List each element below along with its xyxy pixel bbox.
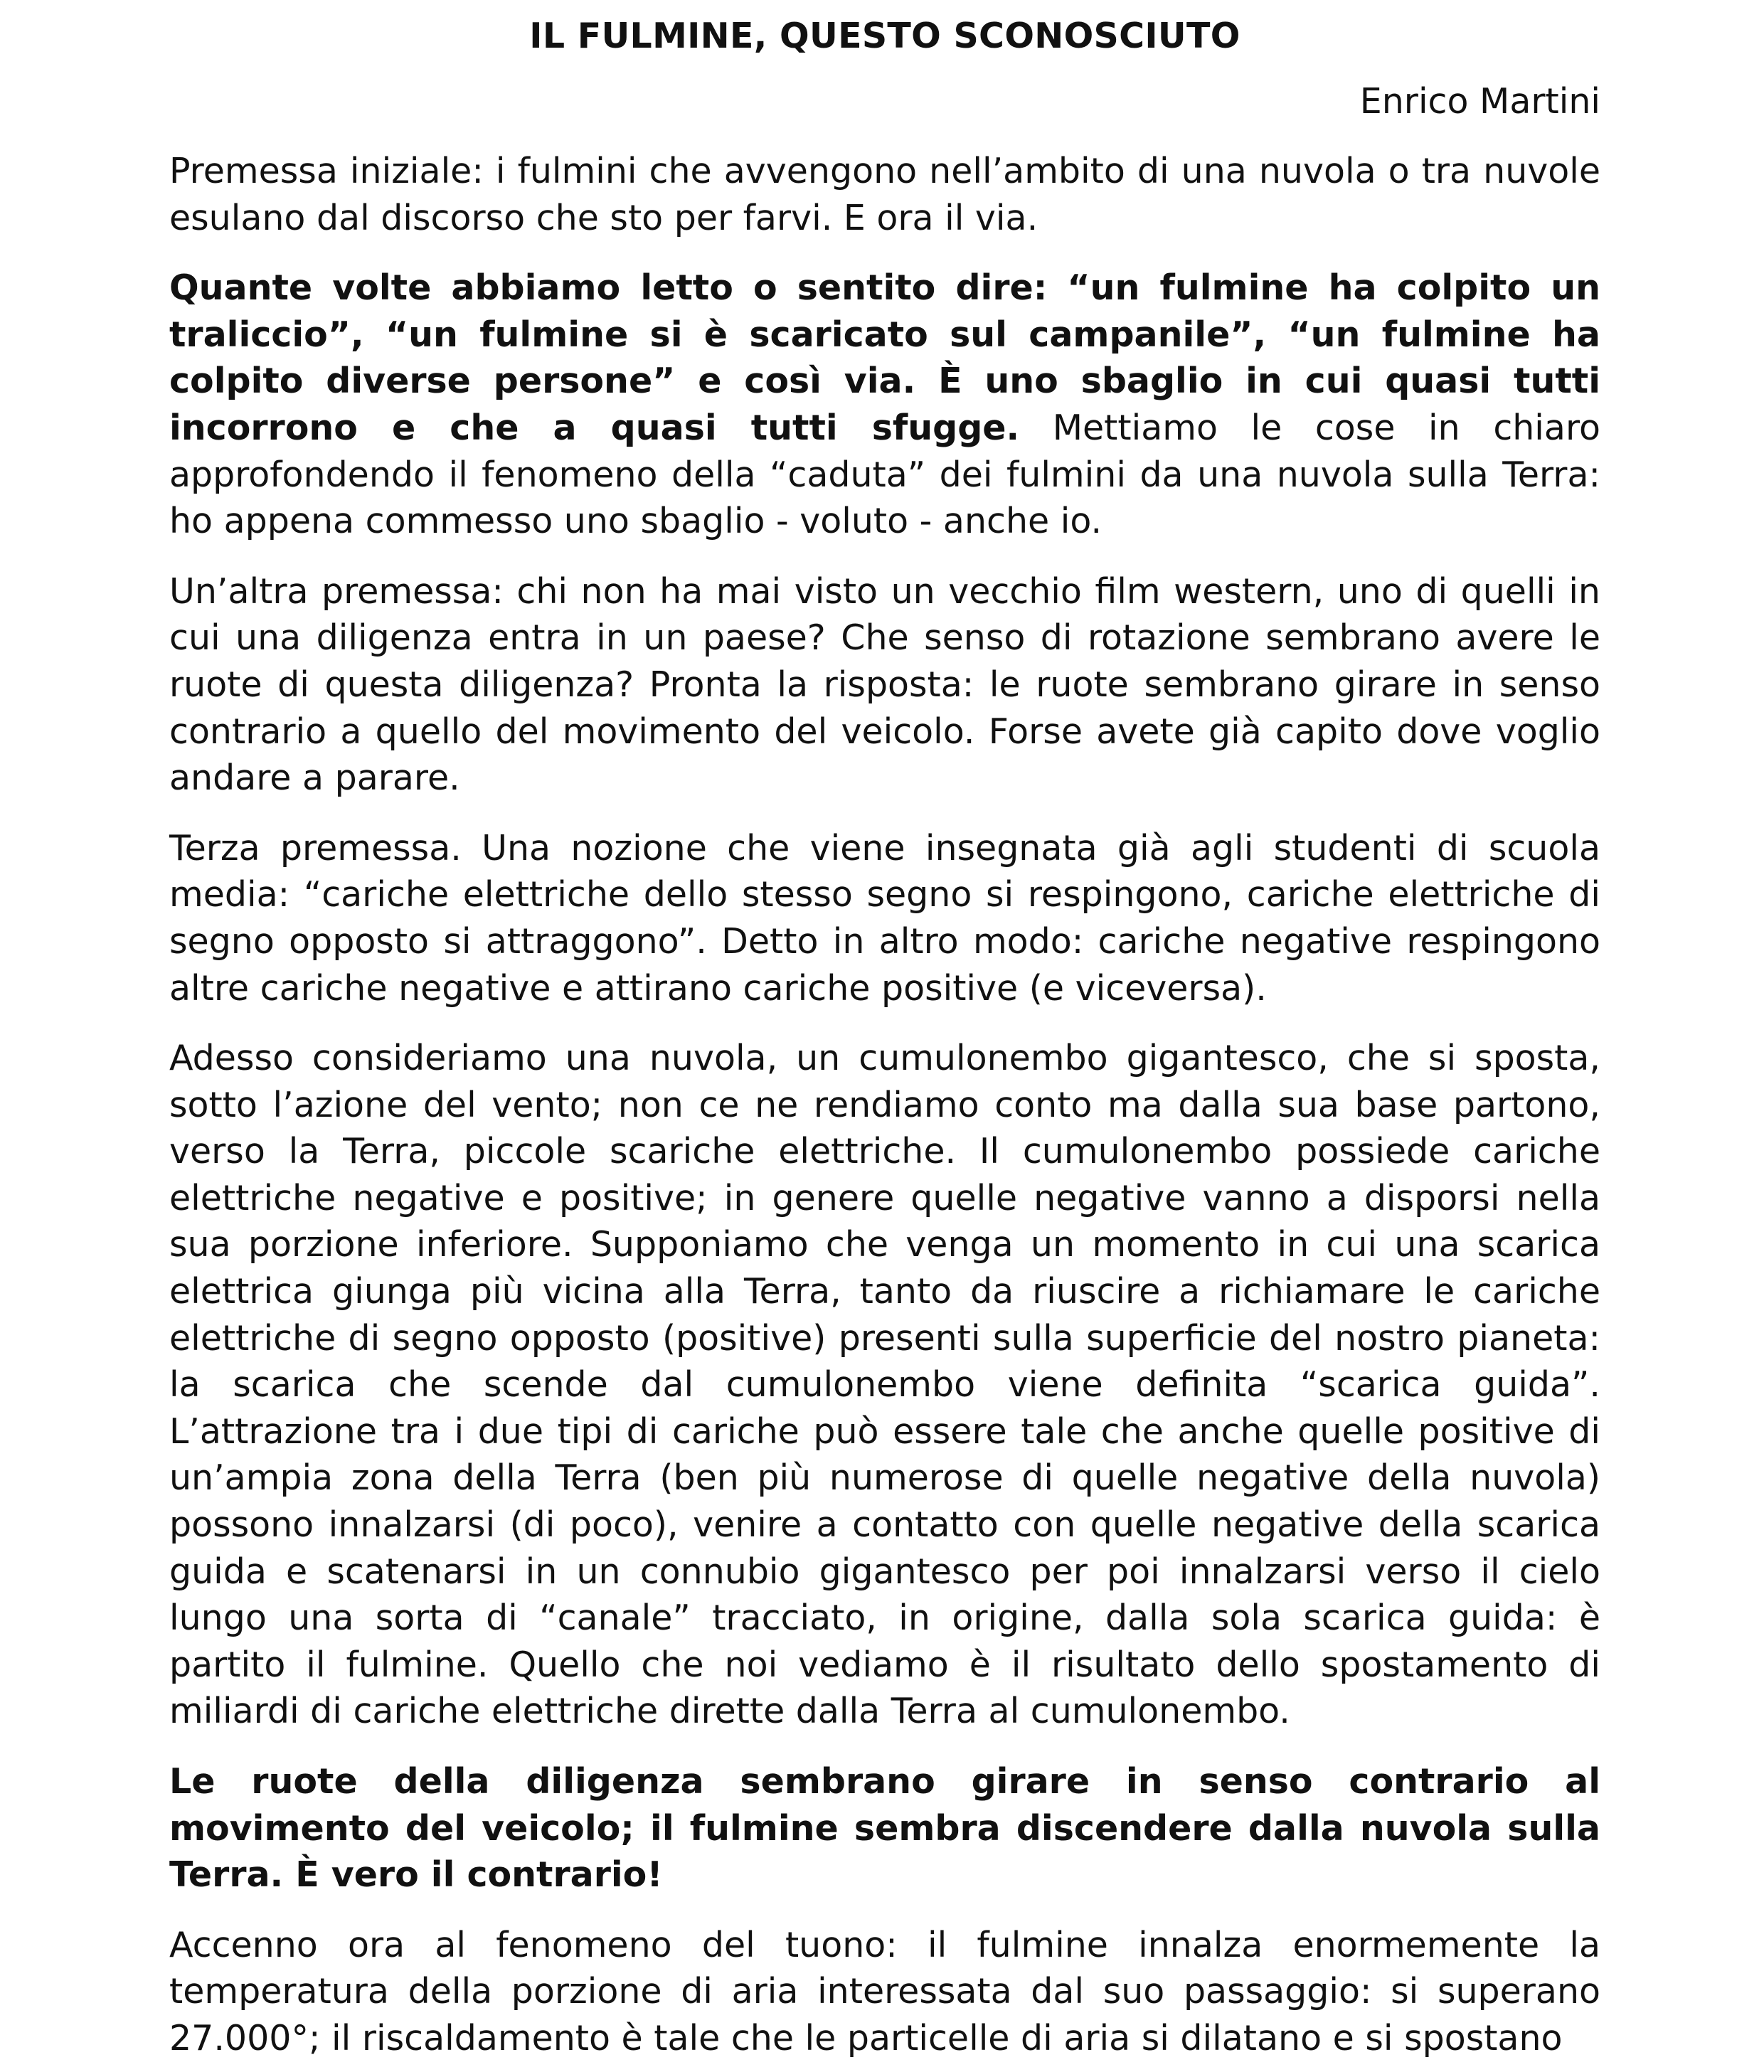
document-page [169,0,1600,2062]
paragraph-mistake-bold: Quante volte abbiamo letto o sentito dire: “un fulmine ha colpito un traliccio”, “un fulmine si è scaricato sul campanile”, “un fulmine ha colpito diverse persone” e così via. È uno sbaglio in cui quasi tutti incorrono e che a quasi tutti sfugge. [169,267,1600,448]
paragraph-thunder: Accenno ora al fenomeno del tuono: il fulmine innalza enormemente la temperatura della porzione di aria interessata dal suo passaggio: si superano 27.000°; il riscaldamento è tale che le particelle di aria si dilatano e si spostano [169,1924,1600,2058]
paragraph-intro: Premessa iniziale: i fulmini che avvengono nell’ambito di una nuvola o tra nuvole esulano dal discorso che sto per farvi. E ora il via. [169,151,1600,238]
author-name: Enrico Martini [1359,81,1600,122]
paragraph-cumulonimbus: Adesso consideriamo una nuvola, un cumulonembo gigantesco, che si sposta, sotto l’azione del vento; non ce ne rendiamo conto ma dalla sua base partono, verso la Terra, piccole scariche elettriche. Il cumulonembo possiede cariche elettriche negative e positive; in genere quelle negative vanno a disporsi nella sua porzione inferiore. Supponiamo che venga un momento in cui una scarica elettrica giunga più vicina alla Terra, tanto da riuscire a richiamare le cariche elettriche di segno opposto (positive) presenti sulla superficie del nostro pianeta: la scarica che scende dal cumulonembo viene definita “scarica guida”. L’attrazione tra i due tipi di cariche può essere tale che anche quelle positive di un’ampia zona della Terra (ben più numerose di quelle negative della nuvola) possono innalzarsi (di poco), venire a contatto con quelle negative della scarica guida e scatenarsi in un connubio gigantesco per poi innalzarsi verso il cielo lungo una sorta di “canale” tracciato, in origine, dalla sola scarica guida: è partito il fulmine. Quello che noi vediamo è il risultato dello spostamento di miliardi di cariche elettriche dirette dalla Terra al cumulonembo. [169,1038,1600,1732]
document-title: IL FULMINE, QUESTO SCONOSCIUTO [529,16,1240,56]
paragraph-western: Un’altra premessa: chi non ha mai visto un vecchio film western, uno di quelli in cui una diligenza entra in un paese? Che senso di rotazione sembrano avere le ruote di questa diligenza? Pronta la risposta: le ruote sembrano girare in senso contrario a quello del movimento del veicolo. Forse avete già capito dove voglio andare a parare. [169,570,1600,799]
paragraph-mistake-rest: Mettiamo le cose in chiaro approfondendo il fenomeno della “caduta” dei fulmini da una nuvola sulla Terra: ho appena commesso uno sbaglio - voluto - anche io. [169,407,1600,542]
paragraph-conclusion: Le ruote della diligenza sembrano girare in senso contrario al movimento del veicolo; il fulmine sembra discendere dalla nuvola sulla Terra. È vero il contrario! [169,1761,1600,1896]
paragraph-charges: Terza premessa. Una nozione che viene insegnata già agli studenti di scuola media: “cariche elettriche dello stesso segno si respingono, cariche elettriche di segno opposto si attraggono”. Detto in altro modo: cariche negative respingono altre cariche negative e attirano cariche positive (e viceversa). [169,827,1600,1009]
paragraph-mistake [169,265,1600,545]
